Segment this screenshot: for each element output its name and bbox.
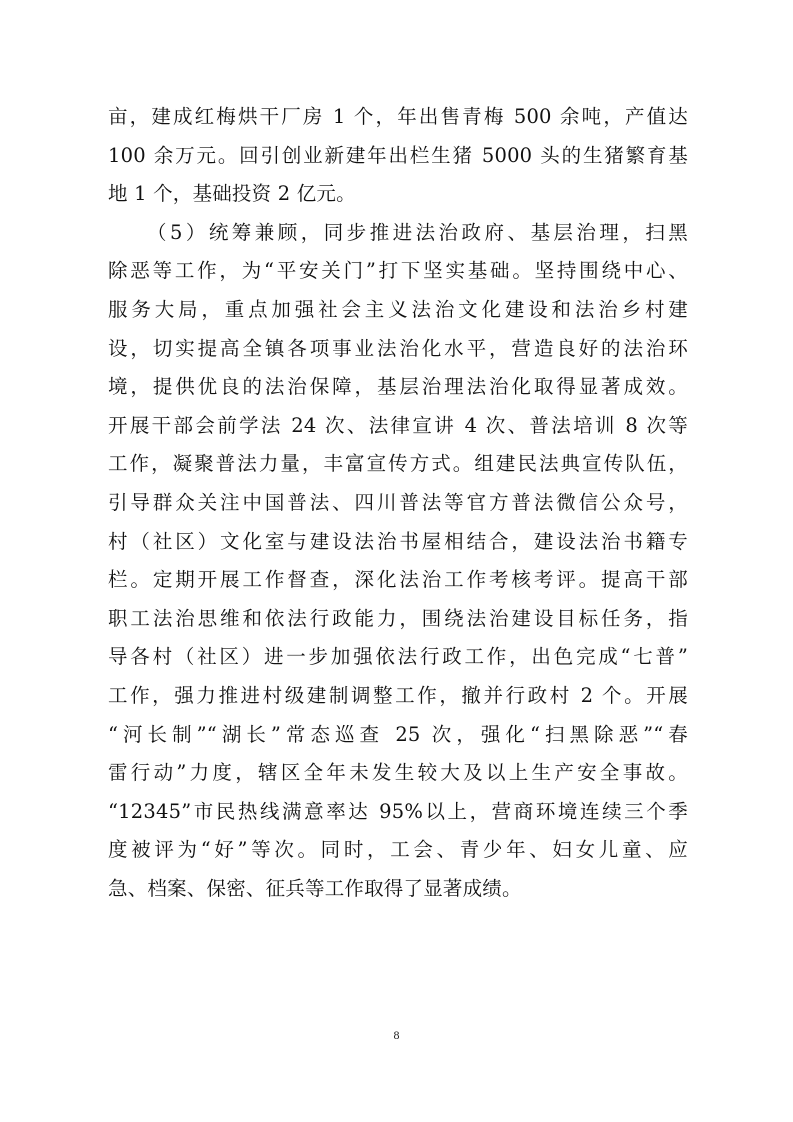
text-line: 栏。定期开展工作督查，深化法治工作考核考评。提高干部 <box>108 568 688 592</box>
text-line: 设，切实提高全镇各项事业法治化水平，营造良好的法治环 <box>108 336 688 360</box>
text-line: 地 1 个，基础投资 2 亿元。 <box>108 182 356 206</box>
text-line: 100 余万元。回引创业新建年出栏生猪 5000 头的生猪繁育基 <box>108 143 688 167</box>
text-line: 境，提供优良的法治保障，基层治理法治化取得显著成效。 <box>108 375 688 399</box>
text-line: 除恶等工作，为“平安关门”打下坚实基础。坚持围绕中心、 <box>108 259 688 283</box>
text-line: “河长制”“湖长”常态巡查 25 次，强化“扫黑除恶”“春 <box>108 722 688 746</box>
text-line: 工作，凝聚普法力量，丰富宣传方式。组建民法典宣传队伍， <box>108 452 688 476</box>
text-line: 度被评为“好”等次。同时，工会、青少年、妇女儿童、应 <box>108 838 688 862</box>
text-line: 导各村（社区）进一步加强依法行政工作，出色完成“七普” <box>108 645 688 669</box>
text-line: 亩，建成红梅烘干厂房 1 个，年出售青梅 500 余吨，产值达 <box>108 105 688 128</box>
text-line: 急、档案、保密、征兵等工作取得了显著成绩。 <box>108 876 522 900</box>
text-line: 引导群众关注中国普法、四川普法等官方普法微信公众号， <box>108 490 688 514</box>
text-line: 职工法治思维和依法行政能力，围绕法治建设目标任务，指 <box>108 606 688 630</box>
text-line: 村（社区）文化室与建设法治书屋相结合，建设法治书籍专 <box>108 529 688 553</box>
text-line: 服务大局，重点加强社会主义法治文化建设和法治乡村建 <box>108 297 688 321</box>
body-text <box>108 98 688 908</box>
text-line: （5）统筹兼顾，同步推进法治政府、基层治理，扫黑 <box>147 220 688 244</box>
page-number: 8 <box>393 1028 400 1042</box>
text-line: 雷行动”力度，辖区全年未发生较大及以上生产安全事故。 <box>108 761 688 785</box>
text-line: 工作，强力推进村级建制调整工作，撤并行政村 2 个。开展 <box>108 683 688 707</box>
text-line: 开展干部会前学法 24 次、法律宣讲 4 次、普法培训 8 次等 <box>108 413 688 437</box>
text-line: “12345”市民热线满意率达 95%以上，营商环境连续三个季 <box>108 799 688 823</box>
